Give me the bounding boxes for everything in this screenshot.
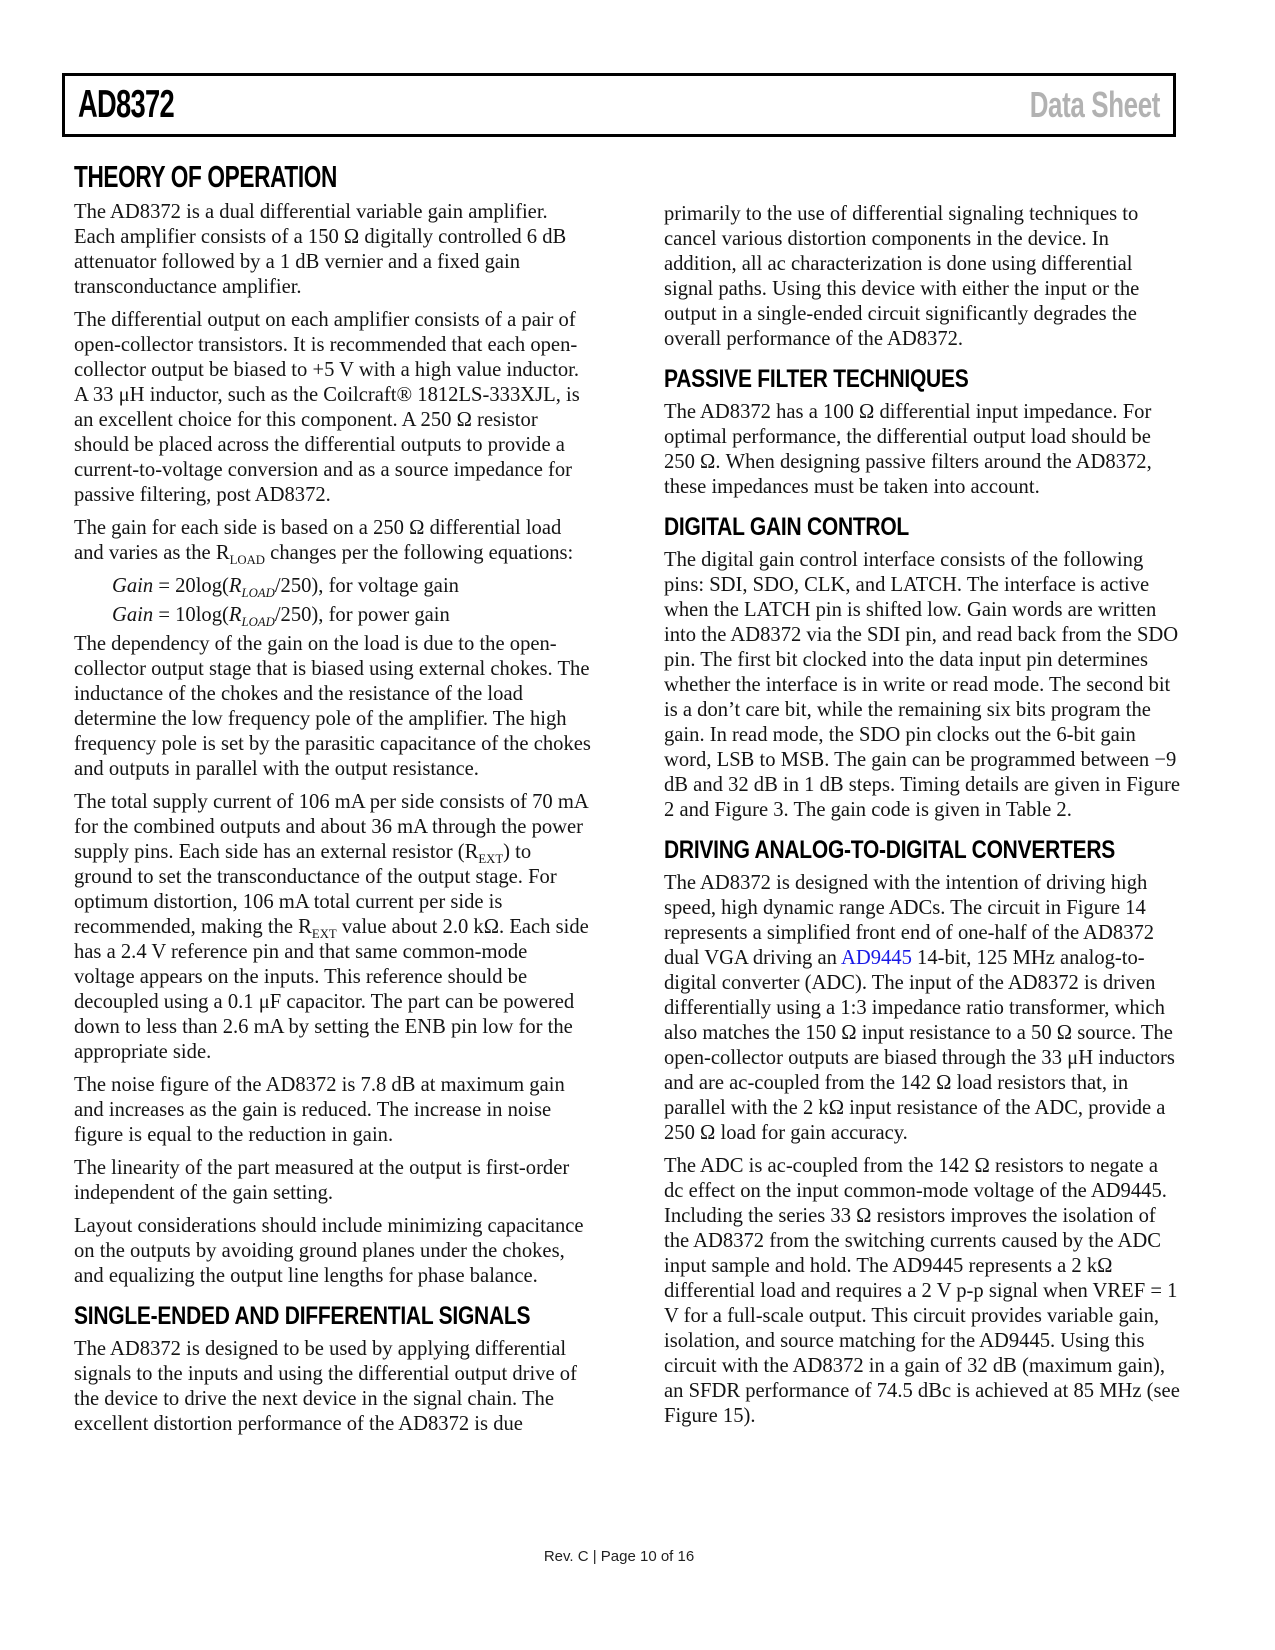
paragraph: The AD8372 is designed to be used by applying differential signals to the inputs and using the differential output drive of the device to drive the next device in the signal chain. The excellent distortion performance of the AD8372 is due	[74, 1338, 577, 1435]
text-run: Gain	[112, 604, 154, 626]
paragraph: The differential output on each amplifier consists of a pair of open-collector transistors. It is recommended that each open-collector output be biased to +5 V with a high value inductor. A 33 μH inductor, such as the Coilcraft® 1812LS-333XJL, is an excellent choice for this component. A 250 Ω resistor should be placed across the differential outputs to provide a current-to-voltage conversion and as a source impedance for passive filtering, post AD8372.	[74, 309, 580, 506]
text-run: changes per the following equations:	[265, 542, 574, 564]
paragraph: The AD8372 is a dual differential variable gain amplifier. Each amplifier consists of a 150 Ω digitally controlled 6 dB attenuator followed by a 1 dB vernier and a fixed gain transconductance amplifier.	[74, 201, 567, 298]
doc-type-label: Data Sheet	[1029, 84, 1160, 125]
section-heading-driving-adc: DRIVING ANALOG-TO-DIGITAL CONVERTERS	[664, 836, 1116, 864]
text-run: 14-bit, 125 MHz analog-to-digital converter (ADC). The input of the AD8372 is driven differentially using a 1:3 impedance ratio transformer, which also matches the 150 Ω input resistance to a 50 Ω source. The open-collector outputs are biased through the 33 μH inductors and are ac-coupled from the 142 Ω load resistors that, in parallel with the 2 kΩ input resistance of the ADC, provide a 250 Ω load for gain accuracy.	[664, 947, 1175, 1144]
equation-power-gain	[112, 603, 592, 628]
paragraph: The ADC is ac-coupled from the 142 Ω resistors to negate a dc effect on the input common-mode voltage of the AD9445. Including the series 33 Ω resistors improves the isolation of the AD8372 from the switching currents caused by the ADC input sample and hold. The AD9445 represents a 2 kΩ differential load and requires a 2 V p-p signal when VREF = 1 V for a full-scale output. This circuit provides variable gain, isolation, and source matching for the AD9445. Using this circuit with the AD8372 in a gain of 32 dB (maximum gain), an SFDR performance of 74.5 dBc is achieved at 85 MHz (see Figure 15).	[664, 1155, 1180, 1427]
subscript: LOAD	[241, 615, 275, 630]
page-title: THEORY OF OPERATION	[74, 159, 337, 194]
text-run: Gain	[112, 575, 154, 597]
text-run: = 20log(	[153, 575, 229, 597]
subscript: LOAD	[241, 586, 275, 601]
paragraph	[74, 790, 592, 1065]
page-footer: Rev. C | Page 10 of 16	[543, 1548, 695, 1565]
text-run: R	[228, 604, 242, 626]
paragraph: primarily to the use of differential signaling techniques to cancel various distortion components in the device. In addition, all ac characterization is done using differential signal paths. Using this device with either the input or the output in a single-ended circuit significantly degrades the overall performance of the AD8372.	[664, 203, 1140, 350]
text-run: /250), for voltage gain	[274, 575, 459, 597]
subscript: LOAD	[229, 553, 266, 568]
text-run: The AD8372 is designed with the intention of driving high speed, high dynamic range ADCs. The circuit in Figure 14 represents a simplified front end of one-half of the AD8372 dual VGA driving an	[664, 872, 1155, 969]
paragraph: The AD8372 has a 100 Ω differential input impedance. For optimal performance, the differential output load should be 250 Ω. When designing passive filters around the AD8372, these impedances must be taken into account.	[664, 401, 1152, 498]
text-run: = 10log(	[153, 604, 229, 626]
part-number: AD8372	[78, 83, 174, 126]
text-run: value about 2.0 kΩ. Each side has a 2.4 V reference pin and that same common-mode voltage appears on the inputs. This reference should be decoupled using a 0.1 μF capacitor. The part can be powered down to less than 2.6 mA by setting the ENB pin low for the appropriate side.	[74, 916, 589, 1063]
section-heading-passive-filter: PASSIVE FILTER TECHNIQUES	[664, 365, 969, 393]
text-run: The gain for each side is based on a 250 Ω differential load and varies as the R	[74, 517, 562, 564]
text-run: ) to ground to set the transconductance of the output stage. For optimum distortion, 106 mA total current per side is recommended, making the R	[74, 841, 557, 938]
section-heading-single-ended: SINGLE-ENDED AND DIFFERENTIAL SIGNALS	[74, 1302, 531, 1330]
paragraph	[664, 871, 1182, 1146]
paragraph: Layout considerations should include minimizing capacitance on the outputs by avoiding ground planes under the chokes, and equalizing the output line lengths for phase balance.	[74, 1215, 584, 1287]
ad9445-link[interactable]: AD9445	[840, 947, 912, 969]
text-run: The total supply current of 106 mA per side consists of 70 mA for the combined outputs and about 36 mA through the power supply pins. Each side has an external resistor (R	[74, 791, 588, 863]
paragraph	[74, 516, 592, 566]
text-run: /250), for power gain	[274, 604, 450, 626]
right-column	[664, 202, 1182, 1437]
section-heading-digital-gain: DIGITAL GAIN CONTROL	[664, 513, 910, 541]
paragraph: The dependency of the gain on the load is due to the open-collector output stage that is biased using external chokes. The inductance of the chokes and the resistance of the load determine the low frequency pole of the amplifier. The high frequency pole is set by the parasitic capacitance of the chokes and outputs in parallel with the output resistance.	[74, 633, 591, 780]
equation-voltage-gain	[112, 574, 592, 599]
header-bar	[62, 73, 1176, 137]
text-run: R	[228, 575, 242, 597]
paragraph: The linearity of the part measured at the output is first-order independent of the gain setting.	[74, 1157, 570, 1204]
paragraph: The noise figure of the AD8372 is 7.8 dB at maximum gain and increases as the gain is reduced. The increase in noise figure is equal to the reduction in gain.	[74, 1074, 565, 1146]
paragraph: The digital gain control interface consists of the following pins: SDI, SDO, CLK, and LATCH. The interface is active when the LATCH pin is shifted low. Gain words are written into the AD8372 via the SDI pin, and read back from the SDO pin. The first bit clocked into the data input pin determines whether the interface is in write or read mode. The second bit is a don’t care bit, while the remaining six bits program the gain. In read mode, the SDO pin clocks out the 6-bit gain word, LSB to MSB. The gain can be programmed between −9 dB and 32 dB in 1 dB steps. Timing details are given in Figure 2 and Figure 3. The gain code is given in Table 2.	[664, 549, 1180, 821]
subscript: EXT	[311, 927, 337, 942]
left-column	[74, 160, 592, 1445]
subscript: EXT	[478, 852, 504, 867]
